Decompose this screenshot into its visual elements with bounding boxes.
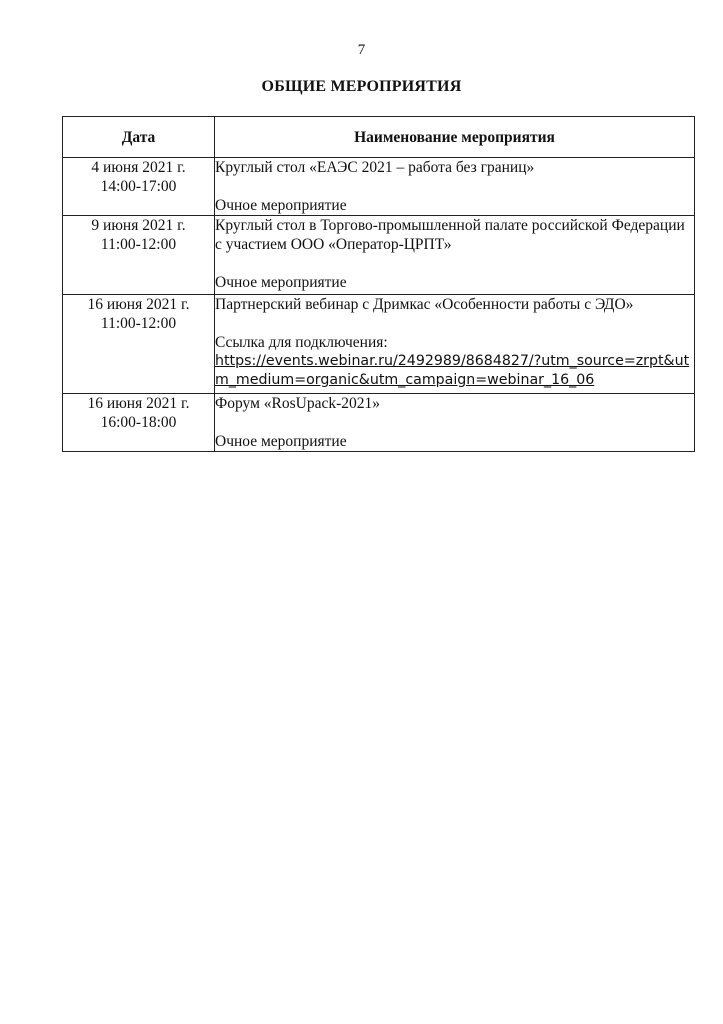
header-event-name: Наименование мероприятия xyxy=(215,117,695,158)
event-date: 16 июня 2021 г. xyxy=(87,296,190,313)
event-time: 11:00-12:00 xyxy=(100,315,177,332)
table-row xyxy=(63,158,695,216)
event-time: 14:00-17:00 xyxy=(100,178,177,195)
document-title: ОБЩИЕ МЕРОПРИЯТИЯ xyxy=(261,78,462,95)
event-cell xyxy=(215,216,695,295)
events-table xyxy=(62,116,695,452)
event-cell xyxy=(215,295,695,394)
date-cell xyxy=(63,158,215,216)
event-name: Круглый стол «ЕАЭС 2021 – работа без границ» xyxy=(215,159,535,176)
event-date: 9 июня 2021 г. xyxy=(91,217,186,234)
event-time: 11:00-12:00 xyxy=(100,236,177,253)
event-name: Партнерский вебинар с Дримкас «Особенности работы с ЭДО» xyxy=(215,296,634,313)
header-date: Дата xyxy=(63,117,215,158)
event-format: Очное мероприятие xyxy=(215,433,347,450)
event-date: 4 июня 2021 г. xyxy=(91,159,186,176)
event-cell xyxy=(215,394,695,452)
event-date: 16 июня 2021 г. xyxy=(87,395,190,412)
event-time: 16:00-18:00 xyxy=(100,414,177,431)
table-row xyxy=(63,295,695,394)
event-cell xyxy=(215,158,695,216)
date-cell xyxy=(63,295,215,394)
page-number: 7 xyxy=(357,42,366,58)
event-format: Очное мероприятие xyxy=(215,274,347,291)
table-row xyxy=(63,216,695,295)
table-header-row xyxy=(63,117,695,158)
event-name: Круглый стол в Торгово-промышленной палате российской Федерации с участием ООО «Оператор-ЦРПТ» xyxy=(215,217,685,253)
date-cell xyxy=(63,394,215,452)
event-name: Форум «RosUpack-2021» xyxy=(215,395,381,412)
webinar-link[interactable]: https://events.webinar.ru/2492989/8684827/?utm_source=zrpt&utm_medium=organic&utm_campaign=webinar_16_06 xyxy=(215,353,690,388)
table-row xyxy=(63,394,695,452)
link-label: Ссылка для подключения: xyxy=(215,334,388,351)
event-format: Очное мероприятие xyxy=(215,197,347,214)
date-cell xyxy=(63,216,215,295)
